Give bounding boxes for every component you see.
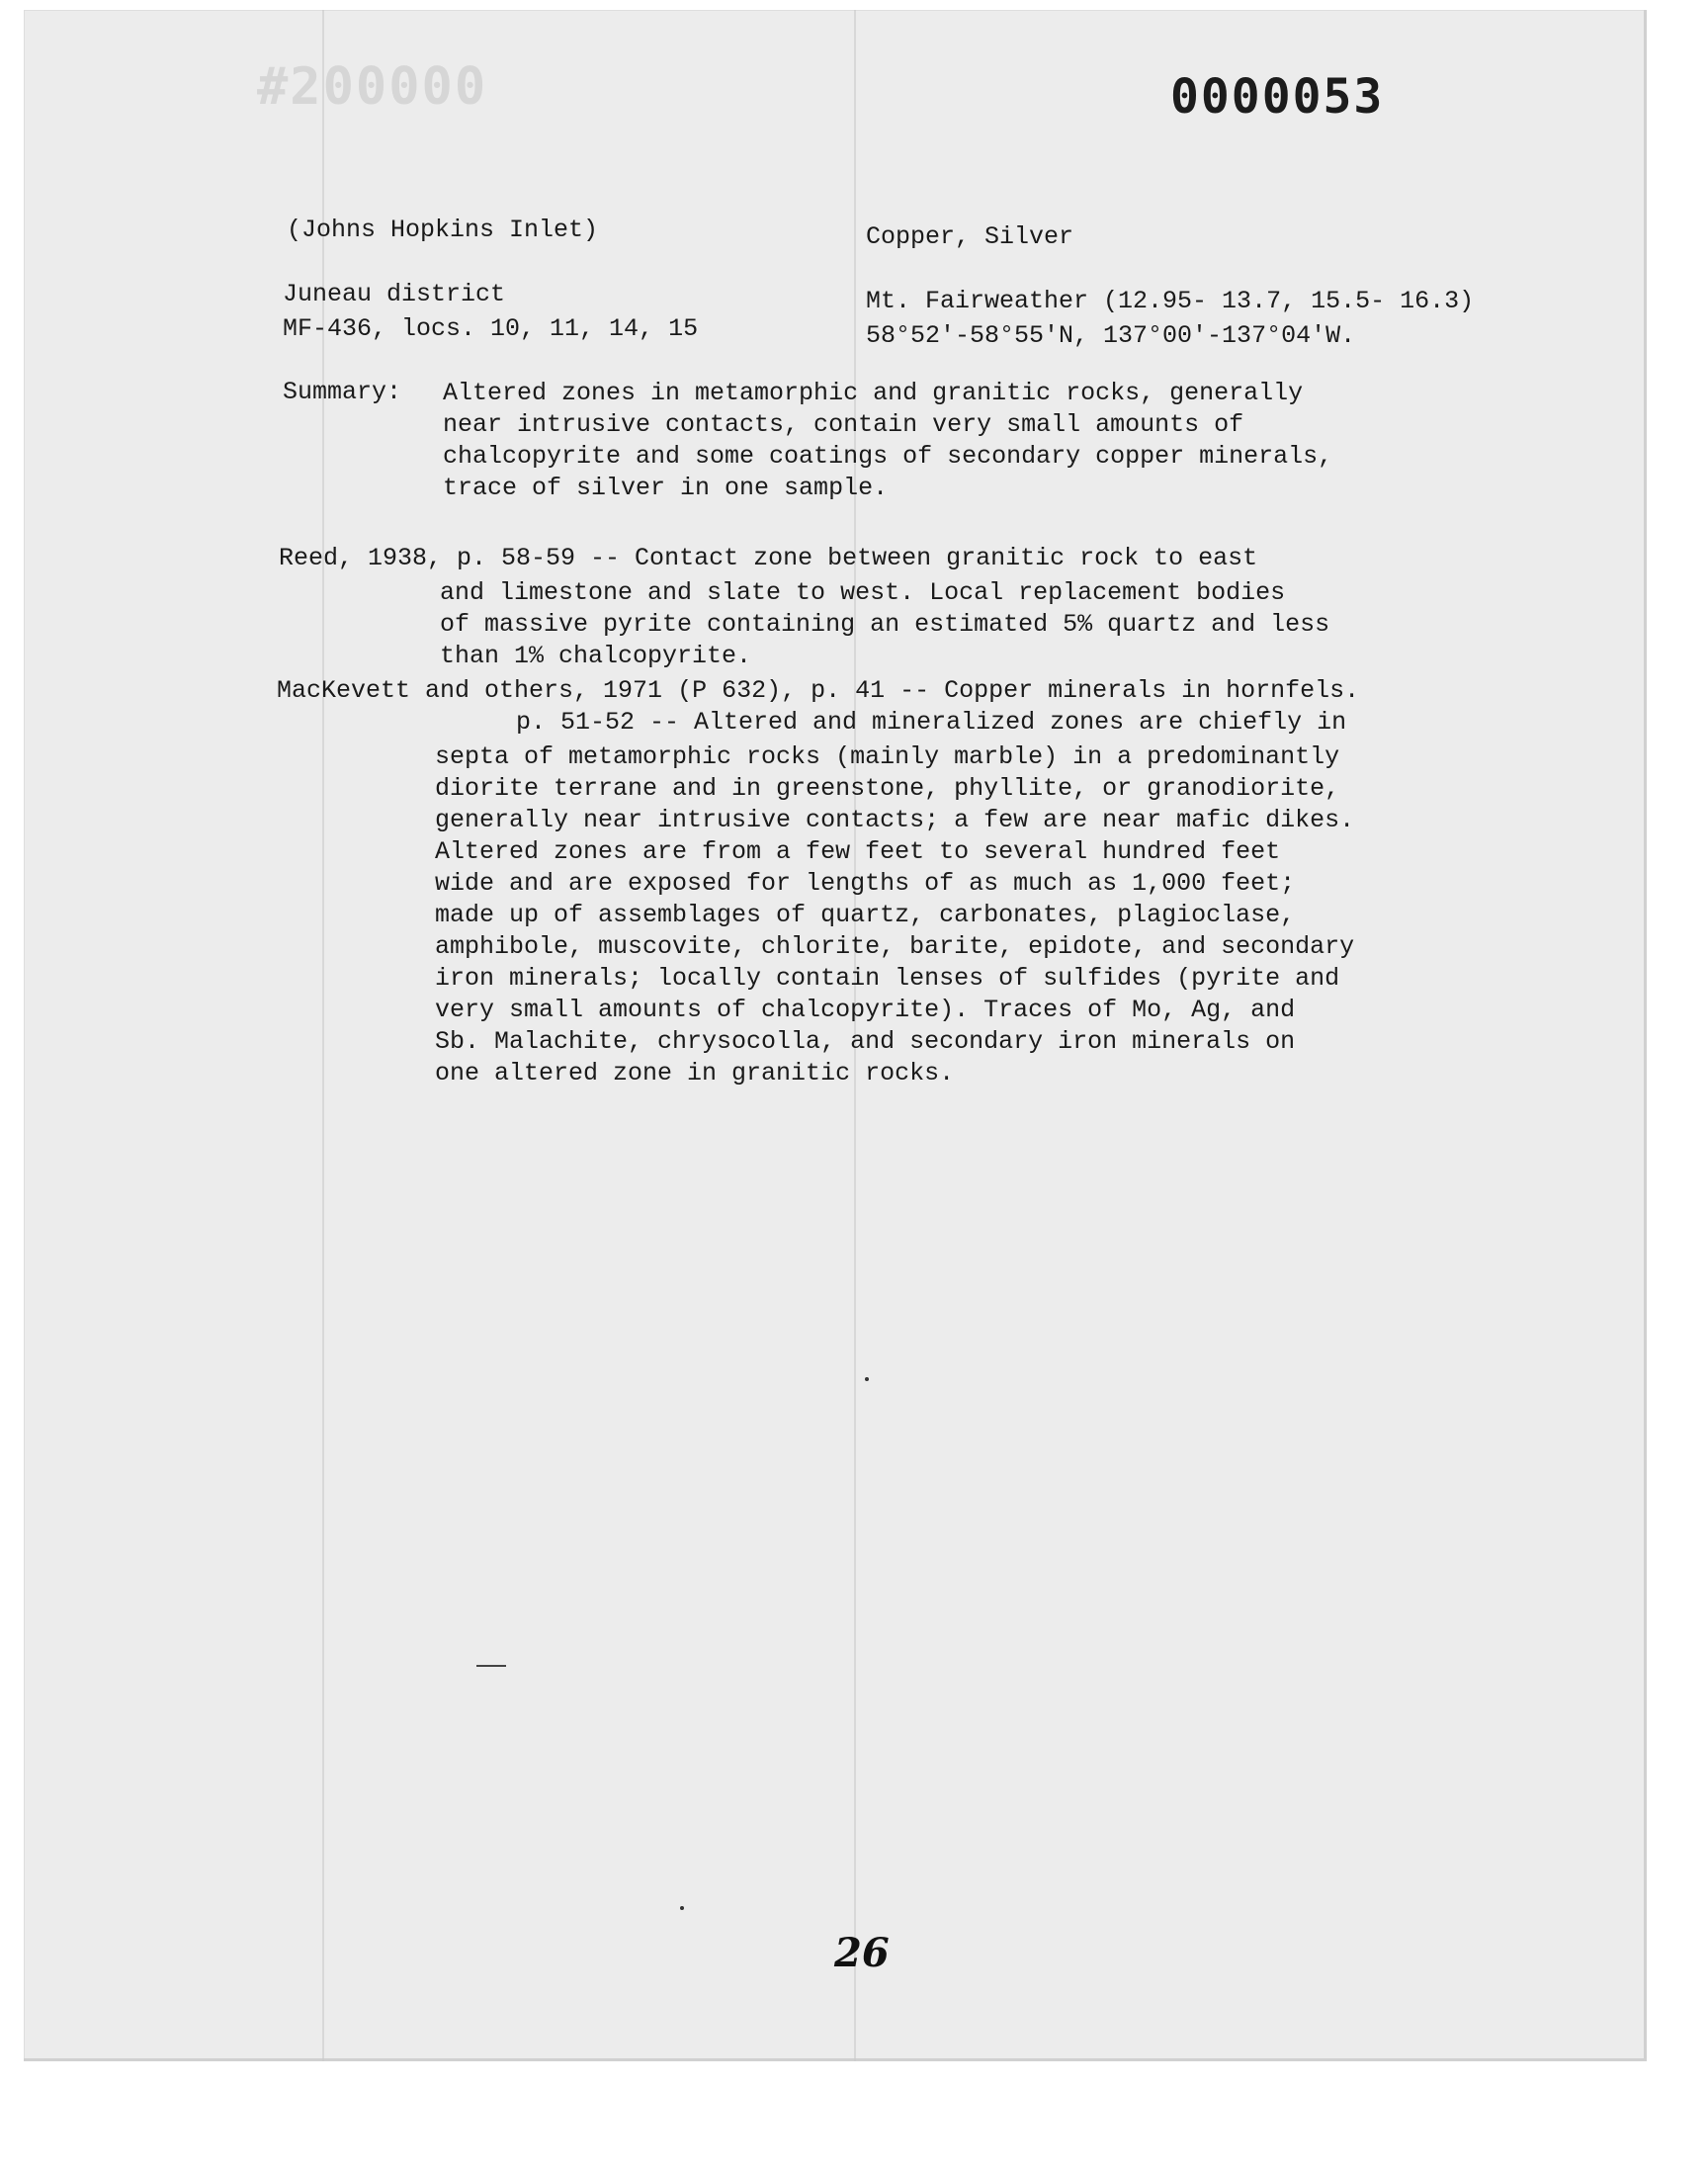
summary-line: Altered zones in metamorphic and granitic rocks, generally [443,379,1304,407]
reference-line: amphibole, muscovite, chlorite, barite, epidote, and secondary [435,932,1355,961]
reference-line: than 1% chalcopyrite. [440,642,752,670]
faded-stamp: #200000 [257,57,488,117]
summary-line: near intrusive contacts, contain very small amounts of [443,410,1244,439]
reference-reed-text [440,577,1329,672]
reference-line: one altered zone in granitic rocks. [435,1059,955,1088]
stray-mark [865,1377,869,1381]
reference-line: iron minerals; locally contain lenses of sulfides (pyrite and [435,964,1340,993]
location-name: (Johns Hopkins Inlet) [287,216,599,244]
reference-reed-first-line: Reed, 1938, p. 58-59 -- Contact zone between granitic rock to east [279,544,1258,572]
summary-label: Summary: [283,378,402,406]
record-number-stamp: 0000053 [1170,69,1385,125]
reference-line: of massive pyrite containing an estimated 5% quartz and less [440,610,1330,639]
reference-line: and limestone and slate to west. Local replacement bodies [440,578,1286,607]
summary-line: trace of silver in one sample. [443,474,889,502]
reference-mackevett-text [435,741,1354,1089]
reference-line: diorite terrane and in greenstone, phyllite, or granodiorite, [435,774,1340,803]
district: Juneau district [283,280,506,308]
reference-line: Sb. Malachite, chrysocolla, and secondary iron minerals on [435,1027,1296,1056]
stray-mark [680,1906,684,1910]
page-number: 26 [834,1930,890,1976]
reference-line: very small amounts of chalcopyrite). Traces of Mo, Ag, and [435,996,1296,1024]
stray-mark [476,1665,506,1667]
summary-text [443,378,1332,504]
reference-line: made up of assemblages of quartz, carbonates, plagioclase, [435,901,1296,929]
reference-line: Altered zones are from a few feet to several hundred feet [435,837,1281,866]
reference-mackevett-first-line: MacKevett and others, 1971 (P 632), p. 41 -- Copper minerals in hornfels. [277,676,1360,705]
summary-line: chalcopyrite and some coatings of secondary copper minerals, [443,442,1333,471]
reference-line: wide and are exposed for lengths of as much as 1,000 feet; [435,869,1296,898]
reference-line: generally near intrusive contacts; a few are near mafic dikes. [435,806,1355,834]
map-reference: MF-436, locs. 10, 11, 14, 15 [283,314,699,343]
coordinates: 58°52'-58°55'N, 137°00'-137°04'W. [866,321,1356,350]
reference-mackevett-second-line: p. 51-52 -- Altered and mineralized zones are chiefly in [516,708,1347,737]
reference-line: septa of metamorphic rocks (mainly marble) in a predominantly [435,742,1340,771]
quadrangle: Mt. Fairweather (12.95- 13.7, 15.5- 16.3) [866,287,1475,315]
commodities: Copper, Silver [866,222,1074,251]
